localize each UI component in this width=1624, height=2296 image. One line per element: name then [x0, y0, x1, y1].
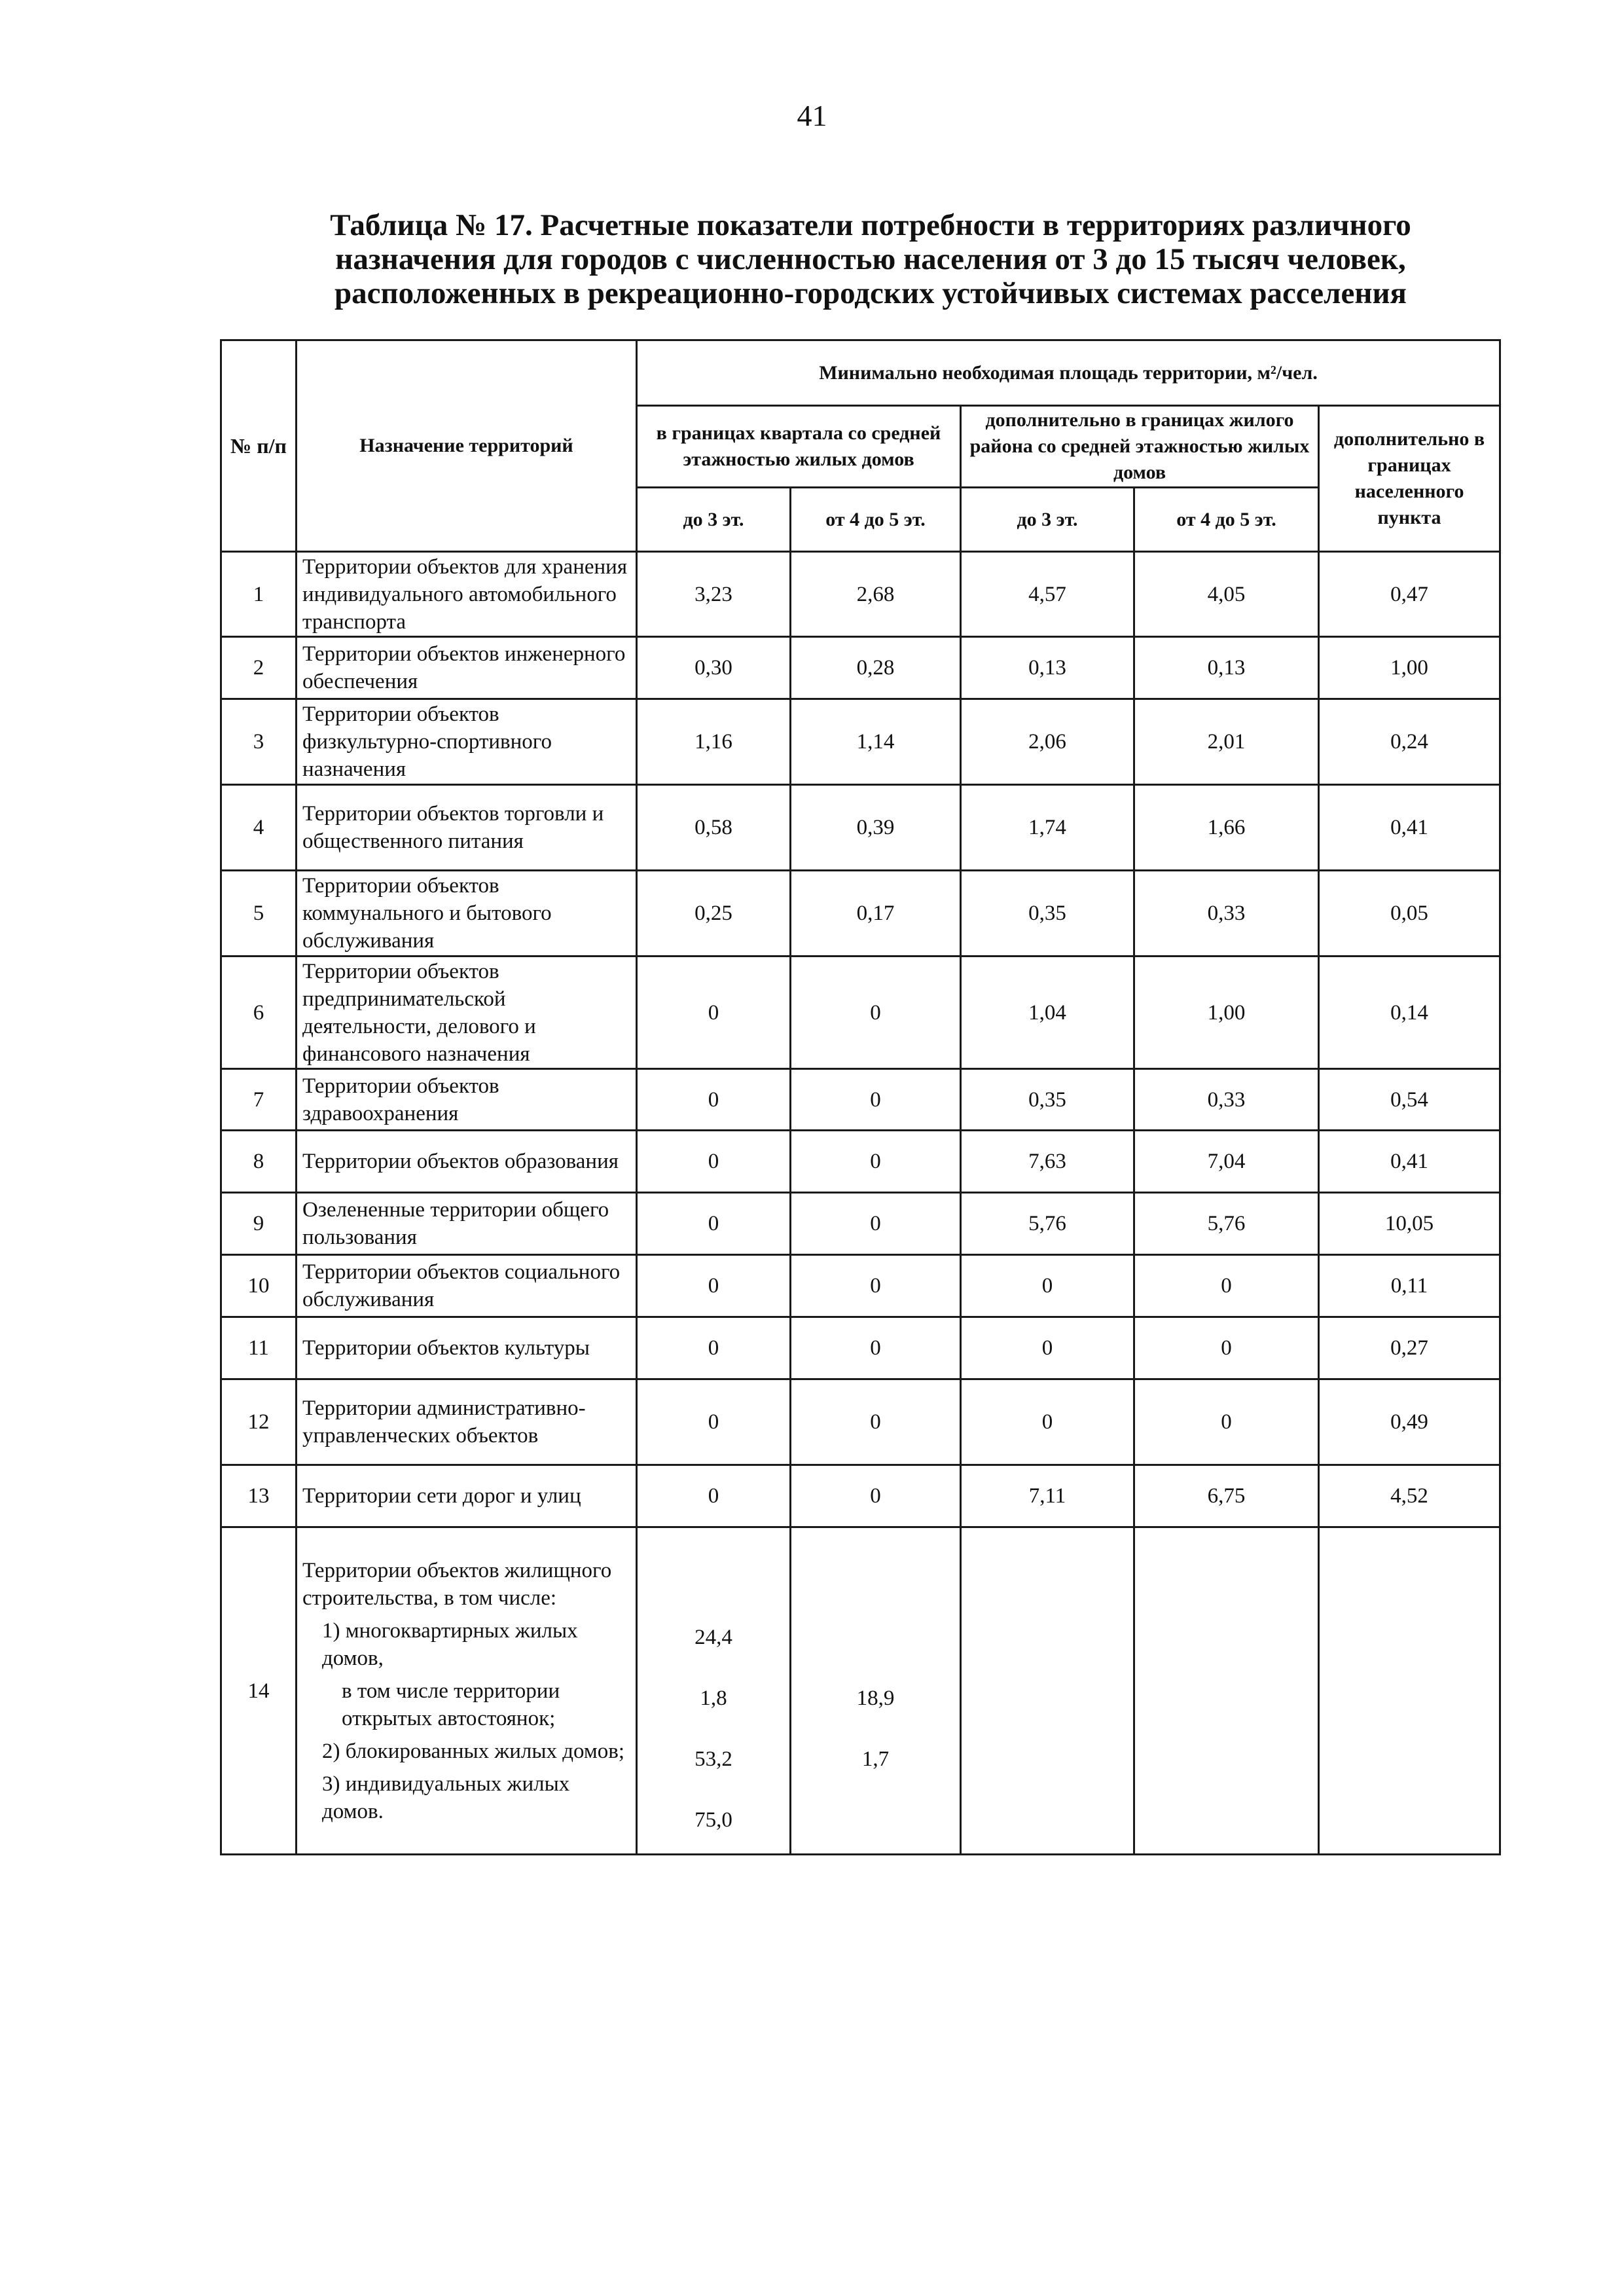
cell-value: 0 [791, 1069, 961, 1131]
row-purpose: Территории объектов предпринимательской деятельности, делового и финансового назначения [297, 957, 637, 1069]
row-purpose: Территории объектов культуры [297, 1317, 637, 1379]
housing-col-block-4to5 [791, 1527, 961, 1855]
housing-col-block-up3 [637, 1527, 791, 1855]
cell-value: 0,28 [791, 637, 961, 699]
cell-value: 0 [791, 1193, 961, 1255]
cell-value: 5,76 [961, 1193, 1134, 1255]
cell-value: 6,75 [1134, 1465, 1319, 1527]
header-purpose: Назначение территорий [297, 340, 637, 552]
cell-value: 1,66 [1134, 785, 1319, 871]
header-block-4to5: от 4 до 5 эт. [791, 488, 961, 552]
row-purpose: Территории объектов физкультурно-спортивного назначения [297, 699, 637, 785]
cell-value: 0 [637, 1255, 791, 1317]
row-purpose [297, 1527, 637, 1855]
requirements-table [220, 339, 1501, 1855]
cell-value: 0,14 [1319, 957, 1500, 1069]
row-purpose: Территории объектов образования [297, 1131, 637, 1193]
housing-sub-1a: в том числе территории открытых автостоянок; [342, 1679, 560, 1730]
cell-value: 0 [791, 1131, 961, 1193]
table-row [221, 1255, 1500, 1317]
row-number: 5 [221, 871, 297, 957]
row-number: 12 [221, 1379, 297, 1465]
table-row [221, 785, 1500, 871]
cell-value: 0,13 [961, 637, 1134, 699]
cell-value: 4,52 [1319, 1465, 1500, 1527]
cell-value: 0,58 [637, 785, 791, 871]
cell-value: 0 [791, 957, 961, 1069]
empty-cell [1319, 1527, 1500, 1855]
cell-value: 0 [637, 1379, 791, 1465]
cell-value: 0 [1134, 1317, 1319, 1379]
cell-value: 1,00 [1134, 957, 1319, 1069]
table-title [281, 208, 1460, 310]
table-row [221, 1069, 1500, 1131]
header-block-up3: до 3 эт. [637, 488, 791, 552]
cell-value: 7,63 [961, 1131, 1134, 1193]
cell-value: 1,16 [637, 699, 791, 785]
title-line-3: расположенных в рекреационно-городских устойчивых системах расселения [334, 276, 1407, 310]
title-line-2: назначения для городов с численностью населения от 3 до 15 тысяч человек, [335, 242, 1406, 276]
cell-value: 0 [637, 1069, 791, 1131]
header-district-4to5: от 4 до 5 эт. [1134, 488, 1319, 552]
cell-value: 0,47 [1319, 552, 1500, 637]
cell-value: 0,35 [961, 871, 1134, 957]
row-number: 3 [221, 699, 297, 785]
row-purpose: Территории административно-управленческих объектов [297, 1379, 637, 1465]
page-number: 41 [797, 99, 827, 132]
table-row [221, 1131, 1500, 1193]
cell-value: 0,33 [1134, 1069, 1319, 1131]
cell-value: 0,27 [1319, 1317, 1500, 1379]
cell-value: 7,11 [961, 1465, 1134, 1527]
row-number: 11 [221, 1317, 297, 1379]
cell-value: 0,30 [637, 637, 791, 699]
table-row [221, 1317, 1500, 1379]
table-row [221, 699, 1500, 785]
cell-value: 0 [637, 1317, 791, 1379]
cell-value: 1,8 [700, 1686, 727, 1710]
cell-value: 1,74 [961, 785, 1134, 871]
row-number: 4 [221, 785, 297, 871]
cell-value: 0 [791, 1317, 961, 1379]
cell-value: 3,23 [637, 552, 791, 637]
cell-value: 0 [637, 1465, 791, 1527]
header-district-up3: до 3 эт. [961, 488, 1134, 552]
cell-value: 2,68 [791, 552, 961, 637]
cell-value: 4,57 [961, 552, 1134, 637]
row-purpose: Территории объектов торговли и общественного питания [297, 785, 637, 871]
housing-values [643, 1607, 784, 1851]
cell-value: 0,11 [1319, 1255, 1500, 1317]
cell-value: 0,41 [1319, 785, 1500, 871]
header-block: в границах квартала со средней этажностью жилых домов [637, 406, 961, 488]
row-number: 10 [221, 1255, 297, 1317]
housing-sublist [302, 1554, 630, 1828]
housing-sub-2: 2) блокированных жилых домов; [322, 1739, 625, 1763]
cell-value: 0 [637, 1193, 791, 1255]
cell-value: 0 [637, 1131, 791, 1193]
cell-value: 0,13 [1134, 637, 1319, 699]
cell-value: 0,24 [1319, 699, 1500, 785]
cell-value: 5,76 [1134, 1193, 1319, 1255]
cell-value: 0 [791, 1379, 961, 1465]
table-row [221, 552, 1500, 637]
housing-title: Территории объектов жилищного строительства, в том числе: [302, 1558, 612, 1610]
row-purpose: Территории сети дорог и улиц [297, 1465, 637, 1527]
cell-value: 0 [961, 1317, 1134, 1379]
cell-value: 0,25 [637, 871, 791, 957]
cell-value: 18,9 [856, 1686, 895, 1710]
cell-value: 10,05 [1319, 1193, 1500, 1255]
row-purpose: Территории объектов коммунального и бытового обслуживания [297, 871, 637, 957]
cell-value: 0 [961, 1255, 1134, 1317]
cell-value: 0 [1134, 1255, 1319, 1317]
cell-value: 1,7 [861, 1747, 890, 1771]
cell-value: 0 [637, 957, 791, 1069]
row-number: 1 [221, 552, 297, 637]
cell-value: 0 [791, 1255, 961, 1317]
row-number: 9 [221, 1193, 297, 1255]
row-number: 6 [221, 957, 297, 1069]
housing-sub-3: 3) индивидуальных жилых домов. [322, 1772, 570, 1823]
row-number: 13 [221, 1465, 297, 1527]
housing-sub-1: 1) многоквартирных жилых домов, [322, 1618, 578, 1670]
row-purpose: Территории объектов для хранения индивидуального автомобильного транспорта [297, 552, 637, 637]
cell-value: 1,00 [1319, 637, 1500, 699]
header-district: дополнительно в границах жилого района со средней этажностью жилых домов [961, 406, 1319, 488]
header-settlement: дополнительно в границах населенного пункта [1319, 406, 1500, 552]
row-purpose: Территории объектов здравоохранения [297, 1069, 637, 1131]
cell-value: 75,0 [695, 1808, 732, 1832]
row-purpose: Озелененные территории общего пользования [297, 1193, 637, 1255]
cell-value: 2,06 [961, 699, 1134, 785]
row-number: 7 [221, 1069, 297, 1131]
cell-value: 24,4 [695, 1625, 732, 1649]
empty-cell [961, 1527, 1134, 1855]
table-row [221, 637, 1500, 699]
cell-value: 1,04 [961, 957, 1134, 1069]
cell-value: 0,49 [1319, 1379, 1500, 1465]
row-purpose: Территории объектов социального обслуживания [297, 1255, 637, 1317]
row-number: 14 [221, 1527, 297, 1855]
cell-value: 2,01 [1134, 699, 1319, 785]
housing-values [797, 1668, 954, 1790]
table-row-housing [221, 1527, 1500, 1855]
title-line-1: Таблица № 17. Расчетные показатели потребности в территориях различного [330, 208, 1411, 242]
cell-value: 0,35 [961, 1069, 1134, 1131]
cell-value: 0 [961, 1379, 1134, 1465]
table-row [221, 1379, 1500, 1465]
cell-value: 4,05 [1134, 552, 1319, 637]
cell-value: 0 [791, 1465, 961, 1527]
empty-cell [1134, 1527, 1319, 1855]
table-row [221, 1465, 1500, 1527]
table-row [221, 871, 1500, 957]
cell-value: 53,2 [695, 1747, 732, 1771]
cell-value: 0,17 [791, 871, 961, 957]
cell-value: 0,33 [1134, 871, 1319, 957]
cell-value: 0,05 [1319, 871, 1500, 957]
cell-value: 0,39 [791, 785, 961, 871]
table-row [221, 1193, 1500, 1255]
cell-value: 1,14 [791, 699, 961, 785]
table-row [221, 957, 1500, 1069]
header-min-area: Минимально необходимая площадь территории, м²/чел. [637, 340, 1500, 406]
row-number: 2 [221, 637, 297, 699]
cell-value: 0,54 [1319, 1069, 1500, 1131]
cell-value: 0,41 [1319, 1131, 1500, 1193]
cell-value: 0 [1134, 1379, 1319, 1465]
row-number: 8 [221, 1131, 297, 1193]
row-purpose: Территории объектов инженерного обеспечения [297, 637, 637, 699]
cell-value: 7,04 [1134, 1131, 1319, 1193]
header-num: № п/п [221, 340, 297, 552]
